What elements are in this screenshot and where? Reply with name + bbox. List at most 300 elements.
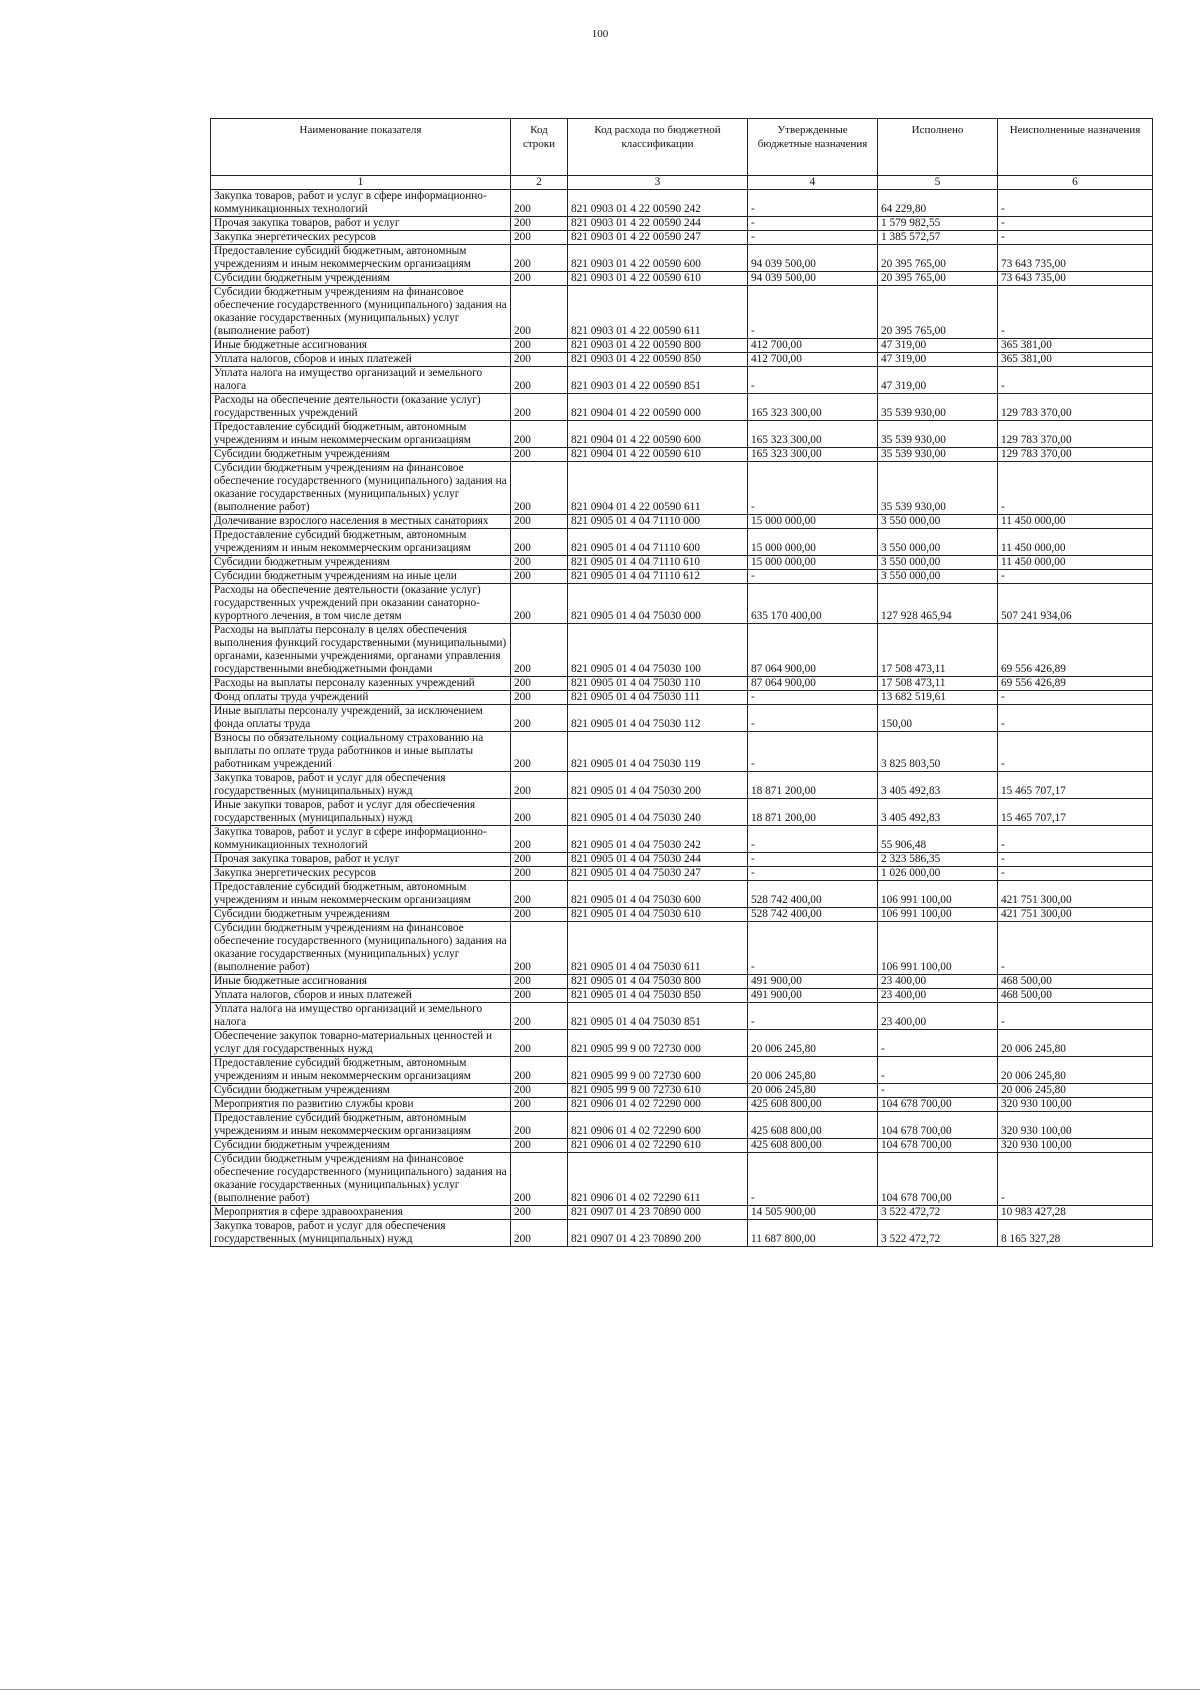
unexecuted-amount-cell: 73 643 735,00: [998, 272, 1153, 286]
line-code-cell: 200: [511, 421, 568, 448]
unexecuted-amount-cell: 320 930 100,00: [998, 1139, 1153, 1153]
line-code-cell: 200: [511, 989, 568, 1003]
page-bottom-rule: [0, 1689, 1200, 1690]
classification-code-cell: 821 0903 01 4 22 00590 851: [568, 367, 748, 394]
indicator-name-cell: Предоставление субсидий бюджетным, автономным учреждениям и иным некоммерческим организациям: [211, 245, 511, 272]
classification-code-cell: 821 0905 01 4 04 71110 610: [568, 556, 748, 570]
classification-code-cell: 821 0903 01 4 22 00590 611: [568, 286, 748, 339]
unexecuted-amount-cell: -: [998, 286, 1153, 339]
budget-execution-table: [210, 118, 1153, 1247]
classification-code-cell: 821 0904 01 4 22 00590 611: [568, 462, 748, 515]
executed-amount-cell: -: [878, 1030, 998, 1057]
approved-amount-cell: -: [748, 367, 878, 394]
classification-code-cell: 821 0905 01 4 04 75030 610: [568, 908, 748, 922]
approved-amount-cell: -: [748, 190, 878, 217]
line-code-cell: 200: [511, 799, 568, 826]
approved-amount-cell: 14 505 900,00: [748, 1206, 878, 1220]
classification-code-cell: 821 0906 01 4 02 72290 000: [568, 1098, 748, 1112]
approved-amount-cell: -: [748, 732, 878, 772]
approved-amount-cell: 635 170 400,00: [748, 584, 878, 624]
classification-code-cell: 821 0906 01 4 02 72290 611: [568, 1153, 748, 1206]
line-code-cell: 200: [511, 1084, 568, 1098]
approved-amount-cell: 87 064 900,00: [748, 624, 878, 677]
approved-amount-cell: 412 700,00: [748, 353, 878, 367]
classification-code-cell: 821 0905 01 4 04 75030 000: [568, 584, 748, 624]
unexecuted-amount-cell: -: [998, 826, 1153, 853]
table-row: [211, 286, 1153, 339]
table-row: [211, 826, 1153, 853]
classification-code-cell: 821 0903 01 4 22 00590 600: [568, 245, 748, 272]
executed-amount-cell: 3 550 000,00: [878, 570, 998, 584]
executed-amount-cell: 3 522 472,72: [878, 1220, 998, 1247]
approved-amount-cell: 165 323 300,00: [748, 421, 878, 448]
table-row: [211, 975, 1153, 989]
table-row: [211, 394, 1153, 421]
indicator-name-cell: Расходы на обеспечение деятельности (оказание услуг) государственных учреждений: [211, 394, 511, 421]
line-code-cell: 200: [511, 286, 568, 339]
unexecuted-amount-cell: 421 751 300,00: [998, 881, 1153, 908]
indicator-name-cell: Прочая закупка товаров, работ и услуг: [211, 853, 511, 867]
unexecuted-amount-cell: 69 556 426,89: [998, 677, 1153, 691]
classification-code-cell: 821 0903 01 4 22 00590 247: [568, 231, 748, 245]
table-row: [211, 1206, 1153, 1220]
table-row: [211, 1084, 1153, 1098]
unexecuted-amount-cell: -: [998, 462, 1153, 515]
executed-amount-cell: 20 395 765,00: [878, 245, 998, 272]
unexecuted-amount-cell: 365 381,00: [998, 339, 1153, 353]
line-code-cell: 200: [511, 705, 568, 732]
table-row: [211, 799, 1153, 826]
table-row: [211, 584, 1153, 624]
unexecuted-amount-cell: -: [998, 922, 1153, 975]
unexecuted-amount-cell: 10 983 427,28: [998, 1206, 1153, 1220]
table-row: [211, 570, 1153, 584]
unexecuted-amount-cell: -: [998, 570, 1153, 584]
executed-amount-cell: 35 539 930,00: [878, 421, 998, 448]
unexecuted-amount-cell: 15 465 707,17: [998, 772, 1153, 799]
classification-code-cell: 821 0904 01 4 22 00590 000: [568, 394, 748, 421]
header-indicator-name: Наименование показателя: [211, 119, 511, 176]
approved-amount-cell: 20 006 245,80: [748, 1030, 878, 1057]
executed-amount-cell: 104 678 700,00: [878, 1098, 998, 1112]
executed-amount-cell: 3 825 803,50: [878, 732, 998, 772]
table-row: [211, 1003, 1153, 1030]
line-code-cell: 200: [511, 584, 568, 624]
executed-amount-cell: 17 508 473,11: [878, 624, 998, 677]
executed-amount-cell: 23 400,00: [878, 989, 998, 1003]
table-header-row: [211, 119, 1153, 176]
unexecuted-amount-cell: 20 006 245,80: [998, 1057, 1153, 1084]
header-executed: Исполнено: [878, 119, 998, 176]
indicator-name-cell: Закупка товаров, работ и услуг в сфере информационно-коммуникационных технологий: [211, 190, 511, 217]
executed-amount-cell: 106 991 100,00: [878, 908, 998, 922]
line-code-cell: 200: [511, 556, 568, 570]
executed-amount-cell: 23 400,00: [878, 975, 998, 989]
classification-code-cell: 821 0906 01 4 02 72290 610: [568, 1139, 748, 1153]
executed-amount-cell: 20 395 765,00: [878, 286, 998, 339]
classification-code-cell: 821 0905 01 4 04 75030 240: [568, 799, 748, 826]
approved-amount-cell: 528 742 400,00: [748, 881, 878, 908]
unexecuted-amount-cell: 320 930 100,00: [998, 1098, 1153, 1112]
executed-amount-cell: 106 991 100,00: [878, 922, 998, 975]
classification-code-cell: 821 0905 01 4 04 75030 244: [568, 853, 748, 867]
unexecuted-amount-cell: 11 450 000,00: [998, 529, 1153, 556]
approved-amount-cell: 18 871 200,00: [748, 772, 878, 799]
unexecuted-amount-cell: 69 556 426,89: [998, 624, 1153, 677]
line-code-cell: 200: [511, 826, 568, 853]
classification-code-cell: 821 0905 01 4 04 71110 600: [568, 529, 748, 556]
line-code-cell: 200: [511, 339, 568, 353]
table-row: [211, 421, 1153, 448]
table-row: [211, 190, 1153, 217]
unexecuted-amount-cell: 507 241 934,06: [998, 584, 1153, 624]
table-row: [211, 772, 1153, 799]
approved-amount-cell: 11 687 800,00: [748, 1220, 878, 1247]
table-row: [211, 908, 1153, 922]
unexecuted-amount-cell: -: [998, 1153, 1153, 1206]
executed-amount-cell: -: [878, 1057, 998, 1084]
line-code-cell: 200: [511, 732, 568, 772]
table-row: [211, 732, 1153, 772]
executed-amount-cell: 23 400,00: [878, 1003, 998, 1030]
classification-code-cell: 821 0903 01 4 22 00590 242: [568, 190, 748, 217]
line-code-cell: 200: [511, 624, 568, 677]
indicator-name-cell: Предоставление субсидий бюджетным, автономным учреждениям и иным некоммерческим организациям: [211, 529, 511, 556]
table-row: [211, 367, 1153, 394]
table-row: [211, 462, 1153, 515]
unexecuted-amount-cell: 20 006 245,80: [998, 1030, 1153, 1057]
unexecuted-amount-cell: 20 006 245,80: [998, 1084, 1153, 1098]
classification-code-cell: 821 0905 01 4 04 75030 110: [568, 677, 748, 691]
line-code-cell: 200: [511, 231, 568, 245]
executed-amount-cell: 150,00: [878, 705, 998, 732]
unexecuted-amount-cell: -: [998, 217, 1153, 231]
table-row: [211, 1220, 1153, 1247]
indicator-name-cell: Иные бюджетные ассигнования: [211, 339, 511, 353]
line-code-cell: 200: [511, 1112, 568, 1139]
approved-amount-cell: -: [748, 853, 878, 867]
unexecuted-amount-cell: 11 450 000,00: [998, 515, 1153, 529]
classification-code-cell: 821 0906 01 4 02 72290 600: [568, 1112, 748, 1139]
indicator-name-cell: Субсидии бюджетным учреждениям: [211, 556, 511, 570]
indicator-name-cell: Прочая закупка товаров, работ и услуг: [211, 217, 511, 231]
classification-code-cell: 821 0905 01 4 04 75030 850: [568, 989, 748, 1003]
line-code-cell: 200: [511, 448, 568, 462]
executed-amount-cell: -: [878, 1084, 998, 1098]
table-row: [211, 1112, 1153, 1139]
approved-amount-cell: 528 742 400,00: [748, 908, 878, 922]
indicator-name-cell: Уплата налога на имущество организаций и земельного налога: [211, 1003, 511, 1030]
indicator-name-cell: Субсидии бюджетным учреждениям: [211, 908, 511, 922]
column-number: 6: [998, 176, 1153, 190]
indicator-name-cell: Мероприятия в сфере здравоохранения: [211, 1206, 511, 1220]
classification-code-cell: 821 0905 01 4 04 75030 851: [568, 1003, 748, 1030]
line-code-cell: 200: [511, 245, 568, 272]
table-row: [211, 1057, 1153, 1084]
approved-amount-cell: 425 608 800,00: [748, 1112, 878, 1139]
unexecuted-amount-cell: -: [998, 367, 1153, 394]
table-row: [211, 853, 1153, 867]
approved-amount-cell: 18 871 200,00: [748, 799, 878, 826]
line-code-cell: 200: [511, 353, 568, 367]
indicator-name-cell: Иные выплаты персоналу учреждений, за исключением фонда оплаты труда: [211, 705, 511, 732]
indicator-name-cell: Предоставление субсидий бюджетным, автономным учреждениям и иным некоммерческим организациям: [211, 421, 511, 448]
unexecuted-amount-cell: 468 500,00: [998, 975, 1153, 989]
approved-amount-cell: 87 064 900,00: [748, 677, 878, 691]
classification-code-cell: 821 0905 01 4 04 75030 600: [568, 881, 748, 908]
line-code-cell: 200: [511, 367, 568, 394]
executed-amount-cell: 17 508 473,11: [878, 677, 998, 691]
line-code-cell: 200: [511, 394, 568, 421]
executed-amount-cell: 127 928 465,94: [878, 584, 998, 624]
table-row: [211, 217, 1153, 231]
table-body: [211, 190, 1153, 1247]
executed-amount-cell: 1 385 572,57: [878, 231, 998, 245]
indicator-name-cell: Субсидии бюджетным учреждениям: [211, 448, 511, 462]
indicator-name-cell: Закупка энергетических ресурсов: [211, 231, 511, 245]
unexecuted-amount-cell: -: [998, 1003, 1153, 1030]
indicator-name-cell: Субсидии бюджетным учреждениям: [211, 1139, 511, 1153]
table-row: [211, 1030, 1153, 1057]
unexecuted-amount-cell: 129 783 370,00: [998, 448, 1153, 462]
indicator-name-cell: Долечивание взрослого населения в местных санаториях: [211, 515, 511, 529]
line-code-cell: 200: [511, 881, 568, 908]
executed-amount-cell: 3 550 000,00: [878, 515, 998, 529]
unexecuted-amount-cell: 365 381,00: [998, 353, 1153, 367]
indicator-name-cell: Уплата налога на имущество организаций и земельного налога: [211, 367, 511, 394]
unexecuted-amount-cell: -: [998, 853, 1153, 867]
executed-amount-cell: 104 678 700,00: [878, 1139, 998, 1153]
table-row: [211, 448, 1153, 462]
unexecuted-amount-cell: -: [998, 231, 1153, 245]
approved-amount-cell: -: [748, 570, 878, 584]
approved-amount-cell: 491 900,00: [748, 989, 878, 1003]
indicator-name-cell: Закупка товаров, работ и услуг для обеспечения государственных (муниципальных) нужд: [211, 772, 511, 799]
executed-amount-cell: 104 678 700,00: [878, 1153, 998, 1206]
executed-amount-cell: 106 991 100,00: [878, 881, 998, 908]
indicator-name-cell: Предоставление субсидий бюджетным, автономным учреждениям и иным некоммерческим организациям: [211, 1112, 511, 1139]
line-code-cell: 200: [511, 908, 568, 922]
unexecuted-amount-cell: -: [998, 867, 1153, 881]
table-row: [211, 881, 1153, 908]
approved-amount-cell: 425 608 800,00: [748, 1098, 878, 1112]
indicator-name-cell: Субсидии бюджетным учреждениям на финансовое обеспечение государственного (муниципального) задания на оказание государственных (муниципальных) услуг (выполнение работ): [211, 1153, 511, 1206]
classification-code-cell: 821 0905 01 4 04 75030 800: [568, 975, 748, 989]
indicator-name-cell: Субсидии бюджетным учреждениям: [211, 272, 511, 286]
classification-code-cell: 821 0907 01 4 23 70890 000: [568, 1206, 748, 1220]
indicator-name-cell: Мероприятия по развитию службы крови: [211, 1098, 511, 1112]
executed-amount-cell: 47 319,00: [878, 339, 998, 353]
table-row: [211, 691, 1153, 705]
unexecuted-amount-cell: 129 783 370,00: [998, 421, 1153, 448]
classification-code-cell: 821 0905 99 9 00 72730 610: [568, 1084, 748, 1098]
table-row: [211, 705, 1153, 732]
executed-amount-cell: 1 579 982,55: [878, 217, 998, 231]
line-code-cell: 200: [511, 570, 568, 584]
approved-amount-cell: -: [748, 867, 878, 881]
unexecuted-amount-cell: 11 450 000,00: [998, 556, 1153, 570]
indicator-name-cell: Закупка энергетических ресурсов: [211, 867, 511, 881]
line-code-cell: 200: [511, 922, 568, 975]
classification-code-cell: 821 0904 01 4 22 00590 610: [568, 448, 748, 462]
unexecuted-amount-cell: -: [998, 732, 1153, 772]
line-code-cell: 200: [511, 272, 568, 286]
classification-code-cell: 821 0905 01 4 04 71110 000: [568, 515, 748, 529]
unexecuted-amount-cell: -: [998, 691, 1153, 705]
classification-code-cell: 821 0905 01 4 04 75030 200: [568, 772, 748, 799]
executed-amount-cell: 35 539 930,00: [878, 394, 998, 421]
indicator-name-cell: Взносы по обязательному социальному страхованию на выплаты по оплате труда работников и иные выплаты работникам учреждений: [211, 732, 511, 772]
header-unexecuted: Неисполненные назначения: [998, 119, 1153, 176]
line-code-cell: 200: [511, 1220, 568, 1247]
approved-amount-cell: -: [748, 1003, 878, 1030]
column-number: 1: [211, 176, 511, 190]
classification-code-cell: 821 0905 01 4 04 75030 112: [568, 705, 748, 732]
approved-amount-cell: 165 323 300,00: [748, 448, 878, 462]
unexecuted-amount-cell: 320 930 100,00: [998, 1112, 1153, 1139]
indicator-name-cell: Предоставление субсидий бюджетным, автономным учреждениям и иным некоммерческим организациям: [211, 1057, 511, 1084]
line-code-cell: 200: [511, 462, 568, 515]
classification-code-cell: 821 0903 01 4 22 00590 850: [568, 353, 748, 367]
indicator-name-cell: Уплата налогов, сборов и иных платежей: [211, 989, 511, 1003]
table-row: [211, 867, 1153, 881]
indicator-name-cell: Расходы на выплаты персоналу казенных учреждений: [211, 677, 511, 691]
indicator-name-cell: Субсидии бюджетным учреждениям на финансовое обеспечение государственного (муниципального) задания на оказание государственных (муниципальных) услуг (выполнение работ): [211, 286, 511, 339]
indicator-name-cell: Предоставление субсидий бюджетным, автономным учреждениям и иным некоммерческим организациям: [211, 881, 511, 908]
executed-amount-cell: 13 682 519,61: [878, 691, 998, 705]
line-code-cell: 200: [511, 1206, 568, 1220]
column-number: 5: [878, 176, 998, 190]
classification-code-cell: 821 0905 01 4 04 75030 611: [568, 922, 748, 975]
table-row: [211, 529, 1153, 556]
classification-code-cell: 821 0903 01 4 22 00590 244: [568, 217, 748, 231]
approved-amount-cell: 15 000 000,00: [748, 529, 878, 556]
classification-code-cell: 821 0905 01 4 04 75030 242: [568, 826, 748, 853]
line-code-cell: 200: [511, 1057, 568, 1084]
classification-code-cell: 821 0905 01 4 04 71110 612: [568, 570, 748, 584]
table-row: [211, 1139, 1153, 1153]
approved-amount-cell: 491 900,00: [748, 975, 878, 989]
approved-amount-cell: -: [748, 1153, 878, 1206]
unexecuted-amount-cell: 468 500,00: [998, 989, 1153, 1003]
indicator-name-cell: Уплата налогов, сборов и иных платежей: [211, 353, 511, 367]
approved-amount-cell: 94 039 500,00: [748, 245, 878, 272]
indicator-name-cell: Субсидии бюджетным учреждениям на финансовое обеспечение государственного (муниципального) задания на оказание государственных (муниципальных) услуг (выполнение работ): [211, 462, 511, 515]
executed-amount-cell: 20 395 765,00: [878, 272, 998, 286]
unexecuted-amount-cell: 8 165 327,28: [998, 1220, 1153, 1247]
line-code-cell: 200: [511, 515, 568, 529]
line-code-cell: 200: [511, 1139, 568, 1153]
table-row: [211, 272, 1153, 286]
table-row: [211, 989, 1153, 1003]
executed-amount-cell: 35 539 930,00: [878, 448, 998, 462]
executed-amount-cell: 47 319,00: [878, 367, 998, 394]
classification-code-cell: 821 0907 01 4 23 70890 200: [568, 1220, 748, 1247]
unexecuted-amount-cell: 15 465 707,17: [998, 799, 1153, 826]
executed-amount-cell: 3 405 492,83: [878, 772, 998, 799]
header-budget-classification: Код расхода по бюджетной классификации: [568, 119, 748, 176]
classification-code-cell: 821 0903 01 4 22 00590 800: [568, 339, 748, 353]
line-code-cell: 200: [511, 853, 568, 867]
line-code-cell: 200: [511, 217, 568, 231]
approved-amount-cell: 94 039 500,00: [748, 272, 878, 286]
line-code-cell: 200: [511, 867, 568, 881]
approved-amount-cell: 20 006 245,80: [748, 1084, 878, 1098]
approved-amount-cell: -: [748, 922, 878, 975]
header-approved: Утвержденные бюджетные назначения: [748, 119, 878, 176]
table-row: [211, 339, 1153, 353]
table-row: [211, 922, 1153, 975]
approved-amount-cell: -: [748, 462, 878, 515]
table-row: [211, 1153, 1153, 1206]
approved-amount-cell: 15 000 000,00: [748, 515, 878, 529]
classification-code-cell: 821 0905 01 4 04 75030 111: [568, 691, 748, 705]
classification-code-cell: 821 0905 01 4 04 75030 247: [568, 867, 748, 881]
table-row: [211, 1098, 1153, 1112]
column-number: 4: [748, 176, 878, 190]
executed-amount-cell: 47 319,00: [878, 353, 998, 367]
line-code-cell: 200: [511, 677, 568, 691]
column-number: 2: [511, 176, 568, 190]
table-row: [211, 556, 1153, 570]
column-number: 3: [568, 176, 748, 190]
line-code-cell: 200: [511, 529, 568, 556]
line-code-cell: 200: [511, 190, 568, 217]
line-code-cell: 200: [511, 691, 568, 705]
column-numbers-row: [211, 176, 1153, 190]
executed-amount-cell: 3 550 000,00: [878, 529, 998, 556]
indicator-name-cell: Расходы на выплаты персоналу в целях обеспечения выполнения функций государственными (муниципальными) органами, казенными учреждениями, органами управления государственными внебюджетными фондами: [211, 624, 511, 677]
approved-amount-cell: 15 000 000,00: [748, 556, 878, 570]
indicator-name-cell: Закупка товаров, работ и услуг в сфере информационно-коммуникационных технологий: [211, 826, 511, 853]
table-row: [211, 624, 1153, 677]
approved-amount-cell: -: [748, 217, 878, 231]
table-row: [211, 245, 1153, 272]
classification-code-cell: 821 0904 01 4 22 00590 600: [568, 421, 748, 448]
approved-amount-cell: -: [748, 705, 878, 732]
approved-amount-cell: -: [748, 691, 878, 705]
header-line-code: Код строки: [511, 119, 568, 176]
indicator-name-cell: Фонд оплаты труда учреждений: [211, 691, 511, 705]
indicator-name-cell: Обеспечение закупок товарно-материальных ценностей и услуг для государственных нужд: [211, 1030, 511, 1057]
table-row: [211, 353, 1153, 367]
line-code-cell: 200: [511, 975, 568, 989]
indicator-name-cell: Иные бюджетные ассигнования: [211, 975, 511, 989]
indicator-name-cell: Закупка товаров, работ и услуг для обеспечения государственных (муниципальных) нужд: [211, 1220, 511, 1247]
indicator-name-cell: Субсидии бюджетным учреждениям на иные цели: [211, 570, 511, 584]
indicator-name-cell: Субсидии бюджетным учреждениям на финансовое обеспечение государственного (муниципального) задания на оказание государственных (муниципальных) услуг (выполнение работ): [211, 922, 511, 975]
executed-amount-cell: 3 550 000,00: [878, 556, 998, 570]
classification-code-cell: 821 0903 01 4 22 00590 610: [568, 272, 748, 286]
approved-amount-cell: 425 608 800,00: [748, 1139, 878, 1153]
unexecuted-amount-cell: 73 643 735,00: [998, 245, 1153, 272]
line-code-cell: 200: [511, 772, 568, 799]
classification-code-cell: 821 0905 01 4 04 75030 119: [568, 732, 748, 772]
approved-amount-cell: -: [748, 826, 878, 853]
executed-amount-cell: 3 522 472,72: [878, 1206, 998, 1220]
indicator-name-cell: Субсидии бюджетным учреждениям: [211, 1084, 511, 1098]
executed-amount-cell: 104 678 700,00: [878, 1112, 998, 1139]
executed-amount-cell: 55 906,48: [878, 826, 998, 853]
unexecuted-amount-cell: 421 751 300,00: [998, 908, 1153, 922]
executed-amount-cell: 64 229,80: [878, 190, 998, 217]
approved-amount-cell: -: [748, 231, 878, 245]
unexecuted-amount-cell: 129 783 370,00: [998, 394, 1153, 421]
line-code-cell: 200: [511, 1153, 568, 1206]
unexecuted-amount-cell: -: [998, 705, 1153, 732]
table-row: [211, 231, 1153, 245]
executed-amount-cell: 1 026 000,00: [878, 867, 998, 881]
